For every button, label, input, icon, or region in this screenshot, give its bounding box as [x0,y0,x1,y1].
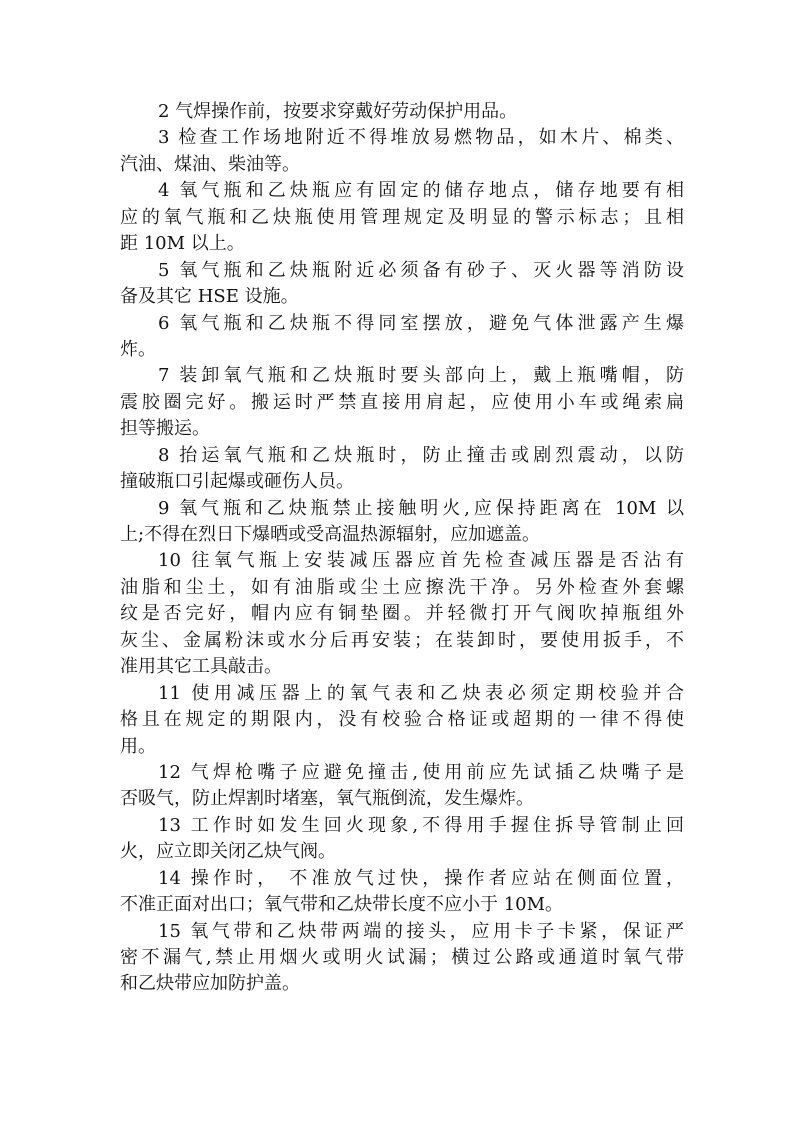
text-line: 3 检查工作场地附近不得堆放易燃物品，如木片、棉类、 [158,127,684,149]
text-line: 火，应立即关闭乙炔气阀。 [120,841,336,863]
paragraph [120,99,684,125]
paragraph [120,681,684,760]
text-line: 汽油、煤油、柴油等。 [120,153,300,175]
text-line: 4 氧气瓶和乙炔瓶应有固定的储存地点，储存地要有相 [158,180,684,202]
text-line: 准用其它工具敲击。 [120,656,282,678]
paragraph [120,258,684,311]
text-line: 不准正面对出口；氧气带和乙炔带长度不应小于 10M。 [120,894,564,916]
text-line: 格且在规定的期限内，没有校验合格证或超期的一律不得使 [120,709,684,731]
text-line: 油脂和尘土，如有油脂或尘土应擦洗干净。另外检查外套螺 [120,576,684,598]
text-line: 7 装卸氧气瓶和乙炔瓶时要头部向上，戴上瓶嘴帽，防 [158,365,684,387]
text-line: 上;不得在烈日下爆晒或受高温热源辐射，应加遮盖。 [120,524,541,545]
text-line: 12 气焊枪嘴子应避免撞击,使用前应先试插乙炔嘴子是 [158,761,684,783]
text-line: 灰尘、金属粉沫或水分后再安装；在装卸时，要使用扳手，不 [120,629,684,651]
paragraph [120,125,684,178]
text-line: 纹是否完好，帽内应有铜垫圈。并轻微打开气阀吹掉瓶组外 [120,603,684,625]
text-line: 6 氧气瓶和乙炔瓶不得同室摆放，避免气体泄露产生爆 [158,312,684,334]
paragraph [120,760,684,813]
text-line: 8 抬运氧气瓶和乙炔瓶时，防止撞击或剧烈震动，以防 [158,444,684,466]
paragraph [120,919,684,998]
text-line: 2 气焊操作前，按要求穿戴好劳动保护用品。 [158,101,518,122]
text-line: 备及其它 HSE 设施。 [120,286,299,308]
text-line: 密不漏气,禁止用烟火或明火试漏；横过公路或通道时氧气带 [120,947,684,968]
paragraph [120,443,684,496]
text-line: 15 氧气带和乙炔带两端的接头，应用卡子卡紧，保证严 [158,920,684,942]
text-line: 9 氧气瓶和乙炔瓶禁止接触明火,应保持距离在 10M 以 [158,497,684,519]
text-line: 应的氧气瓶和乙炔瓶使用管理规定及明显的警示标志；且相 [120,206,684,228]
text-line: 距 10M 以上。 [120,233,245,255]
text-line: 撞破瓶口引起爆或砸伤人员。 [120,471,354,493]
paragraph [120,813,684,866]
text-line: 11 使用减压器上的氧气表和乙炔表必须定期校验并合 [158,682,684,704]
text-line: 用。 [120,735,156,757]
text-line: 否吸气，防止焊割时堵塞，氧气瓶倒流，发生爆炸。 [120,788,534,810]
paragraph [120,496,684,549]
text-line: 和乙炔带应加防护盖。 [120,973,300,995]
text-line: 担等搬运。 [120,418,210,440]
paragraph [120,311,684,364]
paragraph [120,548,684,680]
document-body [120,99,684,998]
text-line: 炸。 [120,338,156,360]
text-line: 13 工作时如发生回火现象,不得用手握住拆导管制止回 [158,814,684,836]
paragraph [120,866,684,919]
text-line: 14 操作时， 不准放气过快，操作者应站在侧面位置， [158,867,684,889]
paragraph [120,363,684,442]
text-line: 5 氧气瓶和乙炔瓶附近必须备有砂子、灭火器等消防设 [158,259,684,281]
paragraph [120,178,684,257]
text-line: 10 往氧气瓶上安装减压器应首先检查减压器是否沾有 [158,550,684,572]
text-line: 震胶圈完好。搬运时严禁直接用肩起，应使用小车或绳索扁 [120,391,684,413]
